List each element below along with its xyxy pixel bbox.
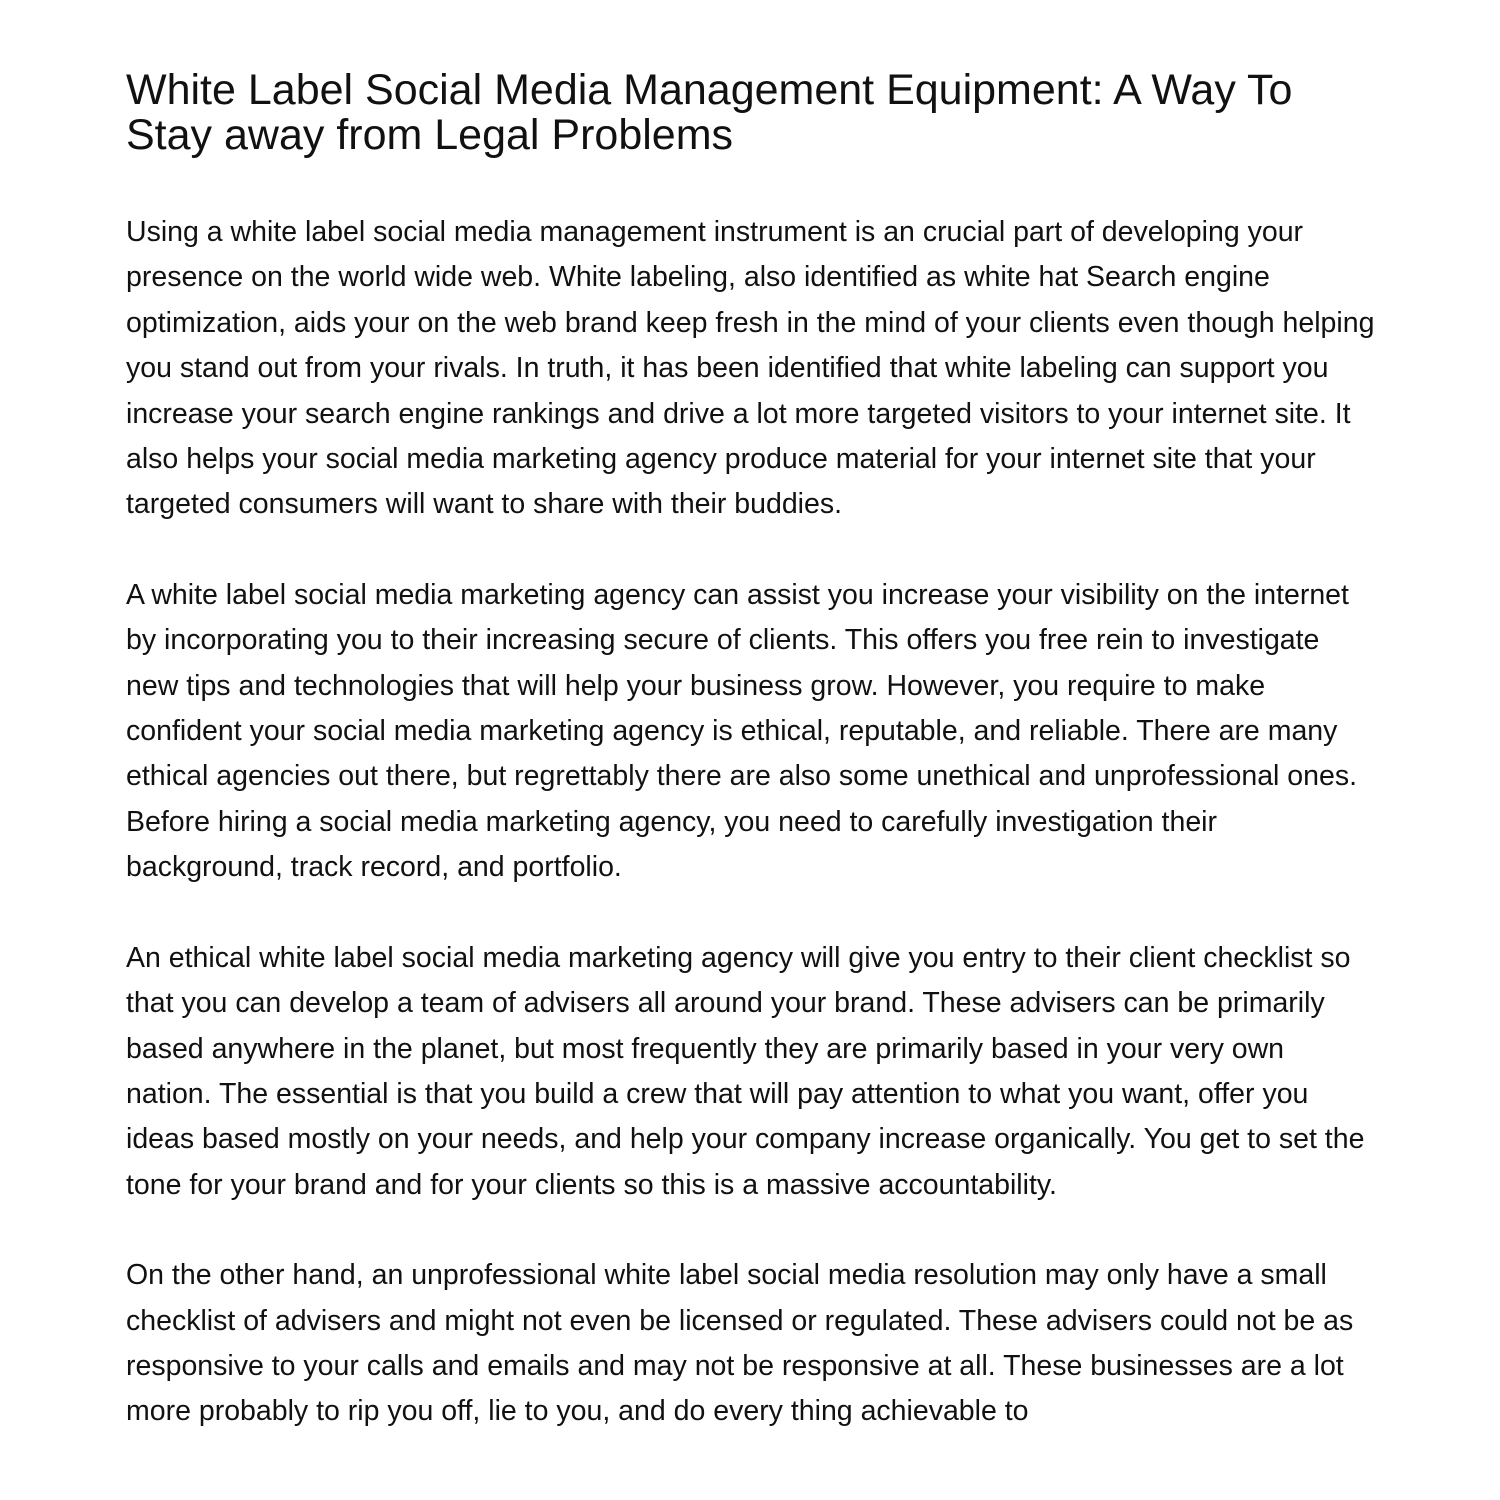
body-paragraph-1: Using a white label social media management instrument is an crucial part of developing your presence on the world wide web. White labeling, also identified as white hat Search engine optimization, aids your on the web brand keep fresh in the mind of your clients even though helping you stand out from your rivals. In truth, it has been identified that white labeling can support you increase your search engine rankings and drive a lot more targeted visitors to your internet site. It also helps your social media marketing agency produce material for your internet site that your targeted consumers will want to share with their buddies. [126, 216, 1375, 521]
document-body [126, 210, 1376, 1435]
document-page [126, 68, 1376, 1480]
document-title: White Label Social Media Management Equipment: A Way To Stay away from Legal Problems [126, 66, 1293, 159]
body-paragraph-3: An ethical white label social media marketing agency will give you entry to their client checklist so that you can develop a team of advisers all around your brand. These advisers can be primarily based anywhere in the planet, but most frequently they are primarily based in your very own nation. The essential is that you build a crew that will pay attention to what you want, offer you ideas based mostly on your needs, and help your company increase organically. You get to set the tone for your brand and for your clients so this is a massive accountability. [126, 941, 1365, 1201]
body-paragraph-2: A white label social media marketing agency can assist you increase your visibility on the internet by incorporating you to their increasing secure of clients. This offers you free rein to investigate new tips and technologies that will help your business grow. However, you require to make confident your social media marketing agency is ethical, reputable, and reliable. There are many ethical agencies out there, but regrettably there are also some unethical and unprofessional ones. Before hiring a social media marketing agency, you need to carefully investigation their background, track record, and portfolio. [126, 578, 1358, 884]
body-paragraph-4: On the other hand, an unprofessional white label social media resolution may only have a small checklist of advisers and might not even be licensed or regulated. These advisers could not be as responsive to your calls and emails and may not be responsive at all. These businesses are a lot more probably to rip you off, lie to you, and do every thing achievable to [126, 1259, 1354, 1428]
